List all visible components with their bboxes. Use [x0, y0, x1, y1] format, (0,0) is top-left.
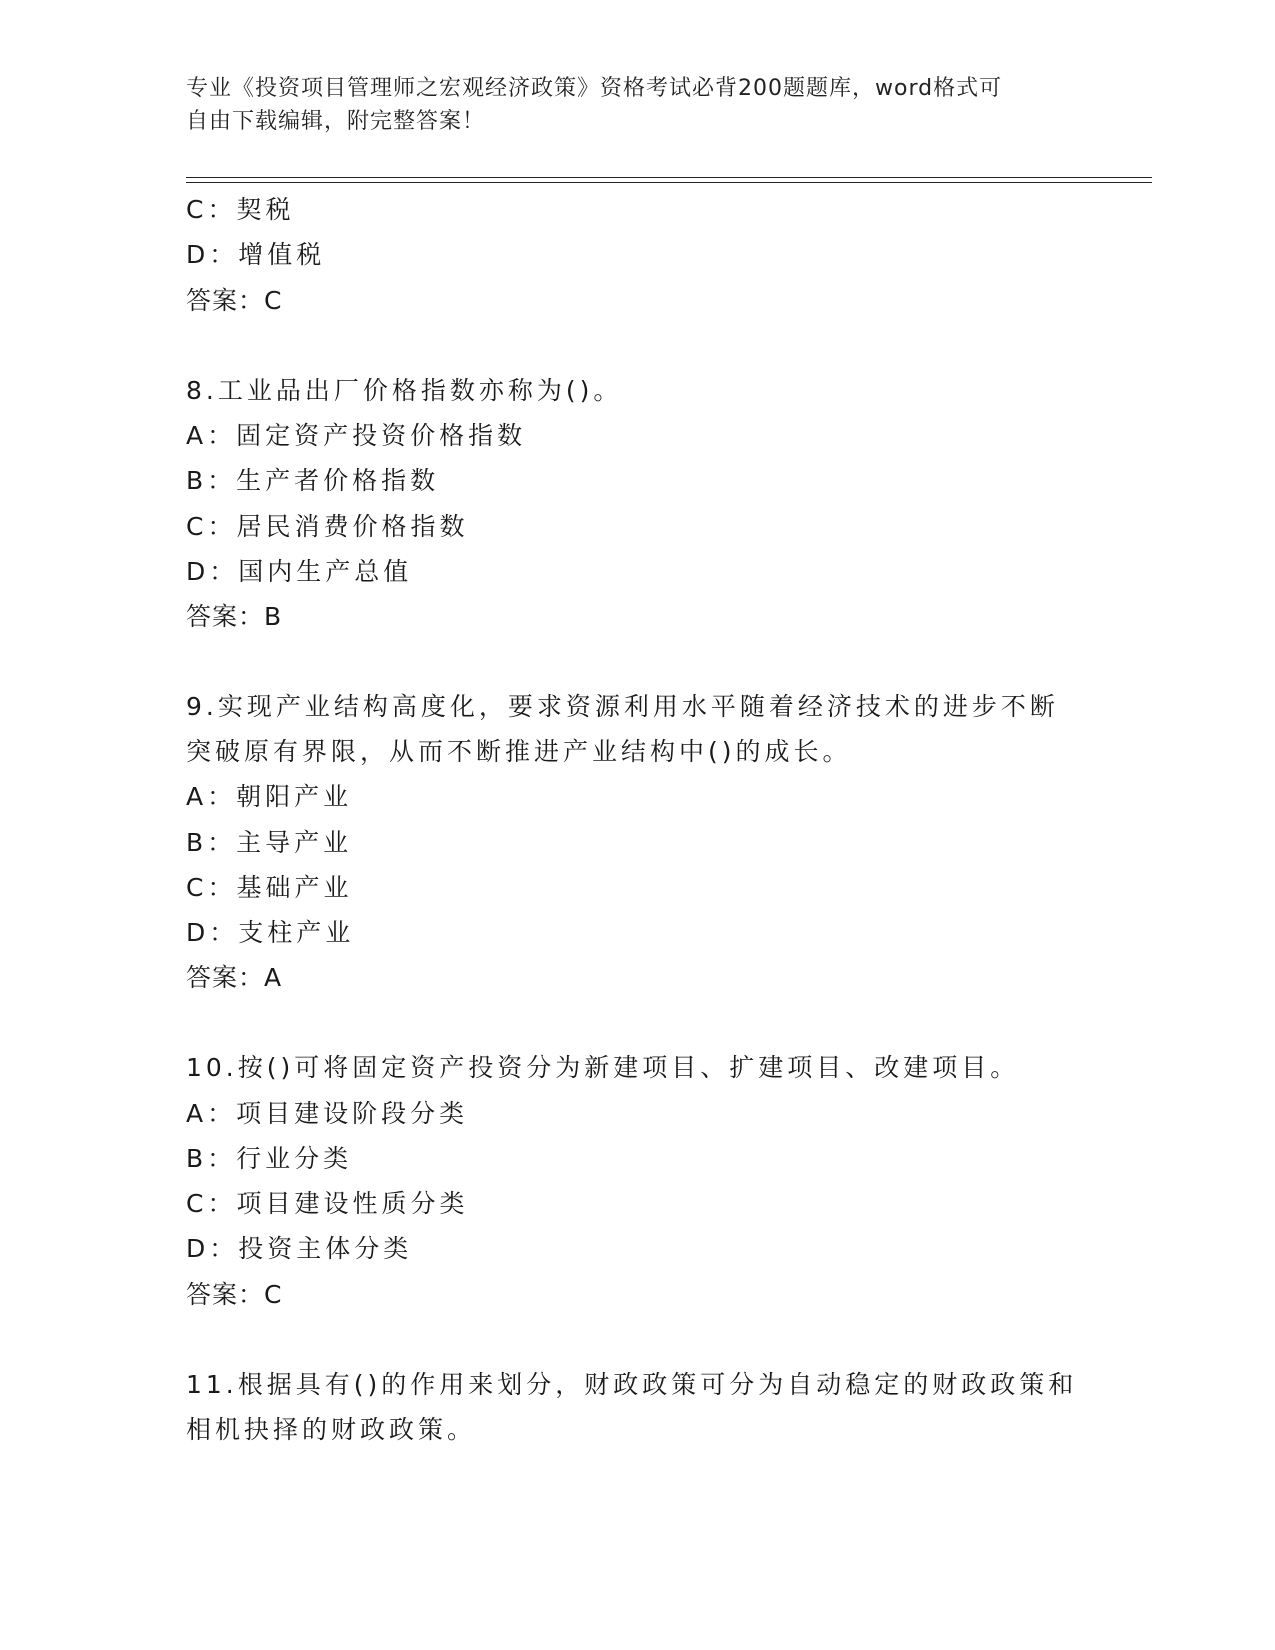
header-line-2: 自由下载编辑，附完整答案！: [186, 109, 486, 134]
q9-option-a: A：朝阳产业: [186, 782, 353, 811]
q9-stem-line-1: 9.实现产业结构高度化，要求资源利用水平随着经济技术的进步不断: [186, 692, 1059, 721]
q9-stem-line-2: 突破原有界限，从而不断推进产业结构中()的成长。: [186, 737, 852, 766]
q10-option-c: C：项目建设性质分类: [186, 1189, 469, 1218]
q8-option-c: C：居民消费价格指数: [186, 512, 469, 541]
header-line-1: 专业《投资项目管理师之宏观经济政策》资格考试必背200题题库，word格式可: [186, 76, 1003, 101]
q9-option-c: C：基础产业: [186, 873, 353, 902]
q11-stem-line-1: 11.根据具有()的作用来划分，财政政策可分为自动稳定的财政政策和: [186, 1370, 1078, 1399]
q9-answer: 答案：A: [186, 963, 283, 992]
header-rule-top: [186, 177, 1152, 178]
document-header: [186, 72, 1086, 138]
q8-option-d: D：国内生产总值: [186, 557, 413, 586]
q9-option-d: D：支柱产业: [186, 918, 355, 947]
header-rule-bottom: [186, 182, 1152, 183]
q8-option-b: B：生产者价格指数: [186, 466, 440, 495]
q10-option-b: B：行业分类: [186, 1144, 353, 1173]
q11-stem-line-2: 相机抉择的财政政策。: [186, 1415, 477, 1444]
q10-option-a: A：项目建设阶段分类: [186, 1099, 469, 1128]
q10-stem: 10.按()可将固定资产投资分为新建项目、扩建项目、改建项目。: [186, 1053, 1020, 1082]
q7-answer: 答案：C: [186, 286, 283, 315]
q7-option-d: D：增值税: [186, 240, 326, 269]
q8-stem: 8.工业品出厂价格指数亦称为()。: [186, 376, 623, 405]
q10-answer: 答案：C: [186, 1280, 283, 1309]
q7-option-c: C：契税: [186, 195, 295, 224]
q9-option-b: B：主导产业: [186, 828, 353, 857]
q8-option-a: A：固定资产投资价格指数: [186, 421, 527, 450]
q10-option-d: D：投资主体分类: [186, 1234, 413, 1263]
q8-answer: 答案：B: [186, 602, 283, 631]
